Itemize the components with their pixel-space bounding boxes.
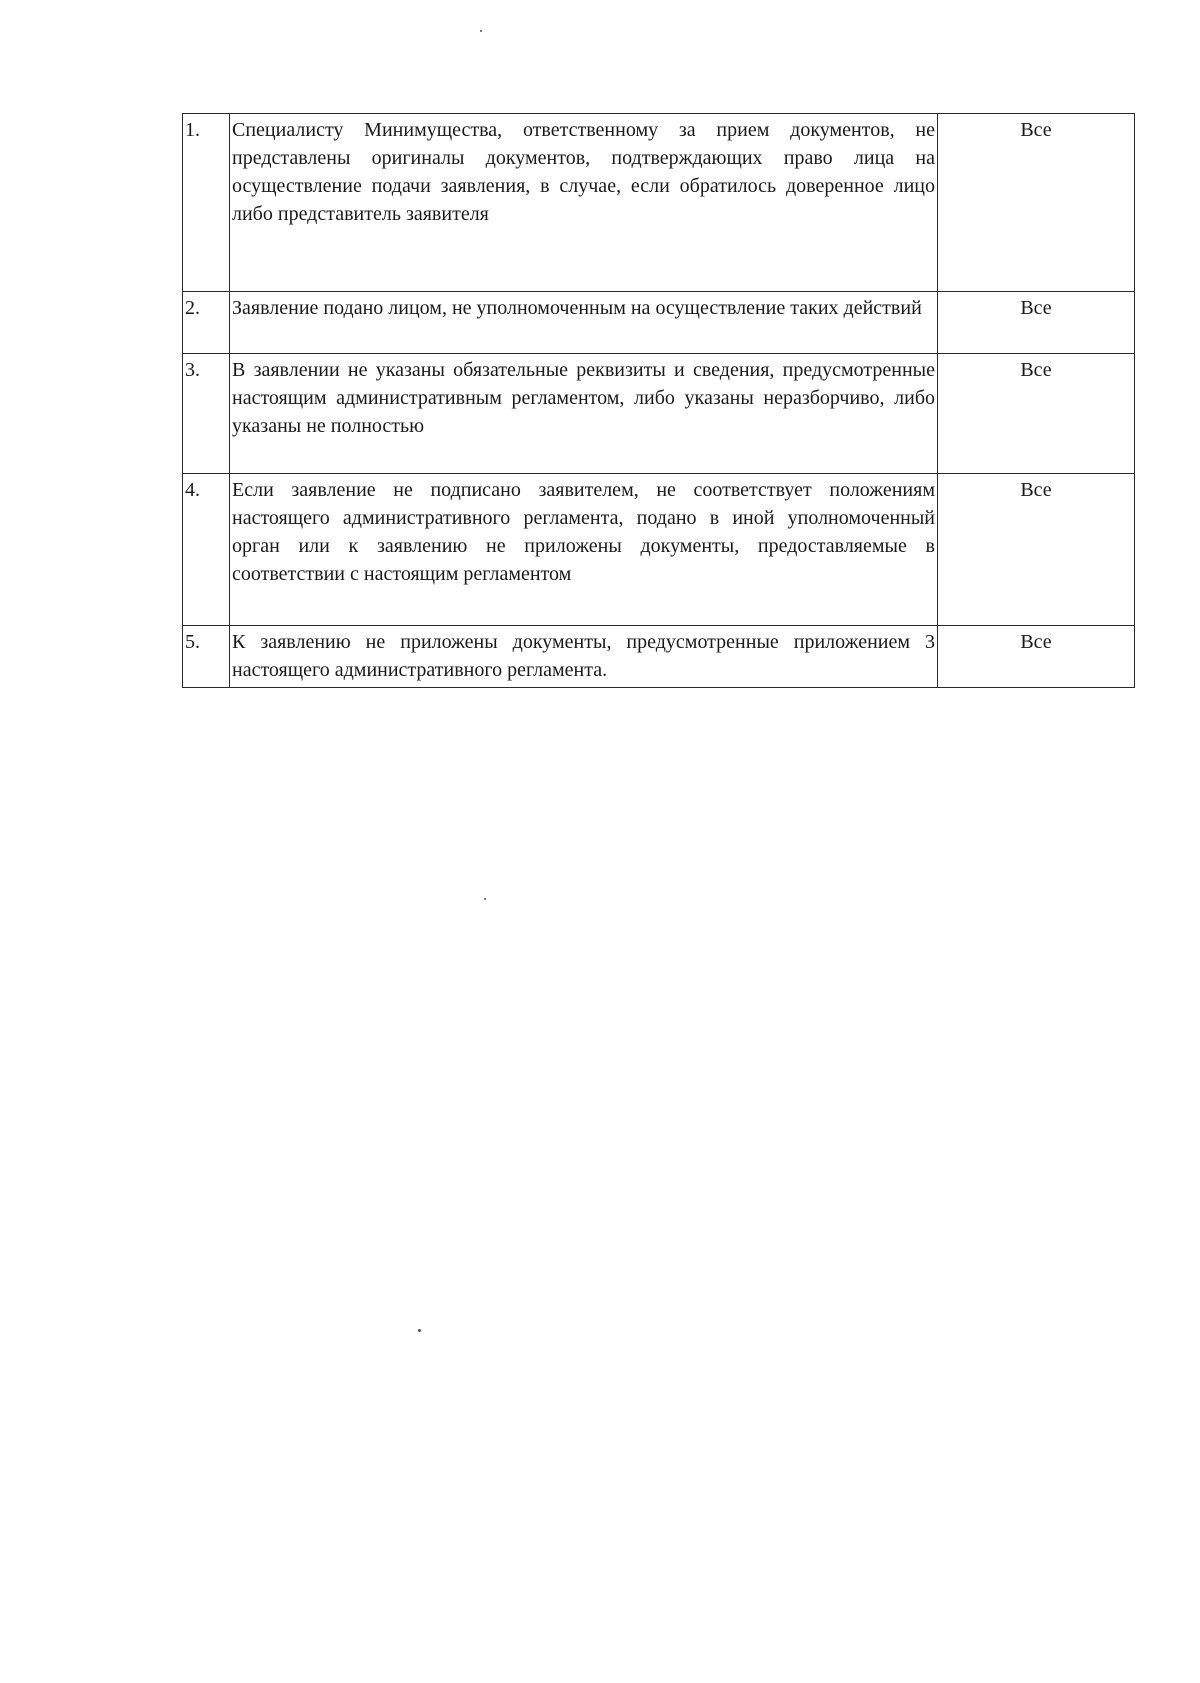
table-row [183, 354, 1135, 474]
row-number: 1. [183, 114, 230, 292]
ground-text: Если заявление не подписано заявителем, не соответствует положениям настоящего административного регламента, подано в иной уполномоченный орган или к заявлению не приложены документы, предоставляемые в соответствии с настоящим регламентом [230, 474, 938, 626]
table-row [183, 474, 1135, 626]
ground-scope: Все [938, 292, 1135, 354]
scan-speck-lower [418, 1329, 421, 1332]
row-number: 4. [183, 474, 230, 626]
ground-scope: Все [938, 474, 1135, 626]
row-number: 2. [183, 292, 230, 354]
refusal-grounds-table [182, 113, 1135, 688]
ground-text: В заявлении не указаны обязательные реквизиты и сведения, предусмотренные настоящим административным регламентом, либо указаны неразборчиво, либо указаны не полностью [230, 354, 938, 474]
ground-scope: Все [938, 114, 1135, 292]
ground-text: Специалисту Минимущества, ответственному за прием документов, не представлены оригиналы документов, подтверждающих право лица на осуществление подачи заявления, в случае, если обратилось доверенное лицо либо представитель заявителя [230, 114, 938, 292]
table-row [183, 626, 1135, 688]
scan-speck-middle [484, 898, 486, 900]
row-number: 3. [183, 354, 230, 474]
table-row [183, 114, 1135, 292]
ground-text: Заявление подано лицом, не уполномоченным на осуществление таких действий [230, 292, 938, 354]
ground-text: К заявлению не приложены документы, предусмотренные приложением 3 настоящего административного регламента. [230, 626, 938, 688]
row-number: 5. [183, 626, 230, 688]
scan-speck-top [480, 30, 482, 32]
ground-scope: Все [938, 354, 1135, 474]
ground-scope: Все [938, 626, 1135, 688]
table-row [183, 292, 1135, 354]
